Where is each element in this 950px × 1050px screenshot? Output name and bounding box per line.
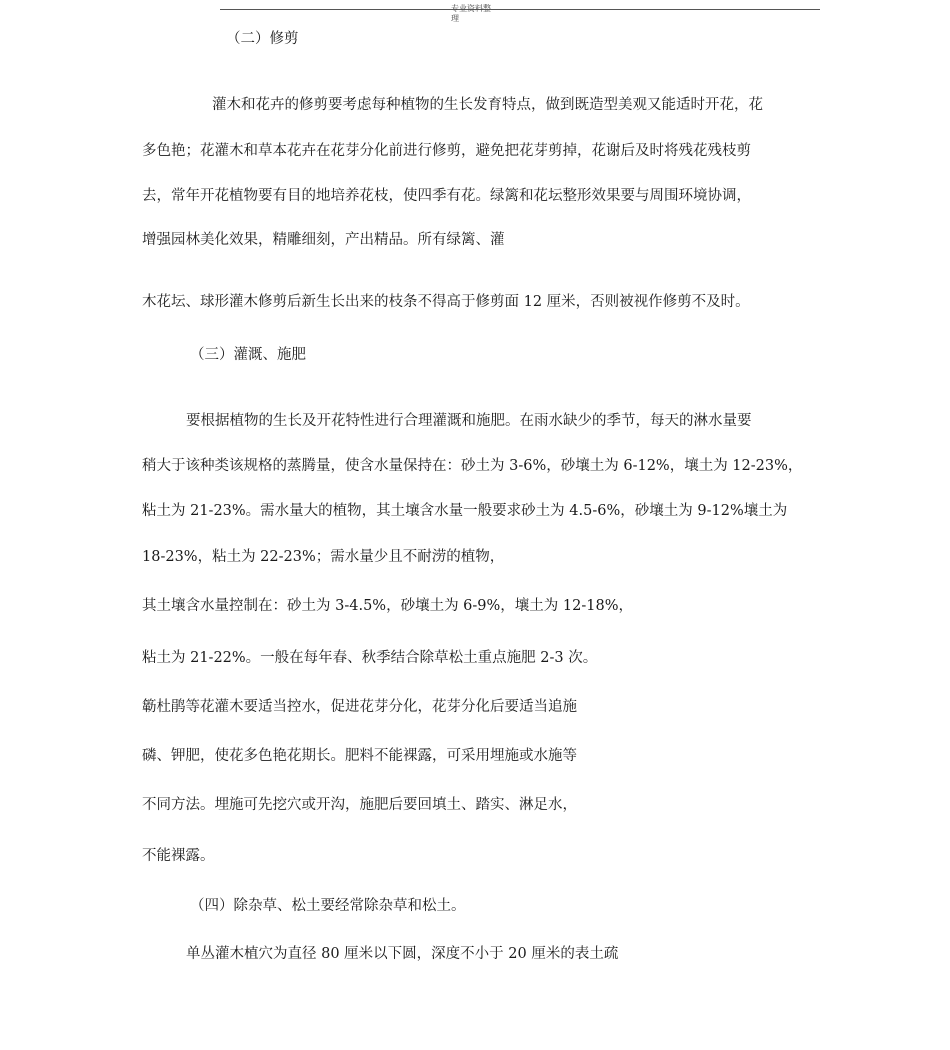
paragraph-line: 灌木和花卉的修剪要考虑每种植物的生长发育特点，做到既造型美观又能适时开花，花 — [212, 97, 763, 113]
paragraph-line: 粘土为 21-22%。一般在每年春、秋季结合除草松土重点施肥 2-3 次。 — [142, 650, 598, 666]
paragraph-line: 磷、钾肥，使花多色艳花期长。肥料不能裸露，可采用埋施或水施等 — [142, 748, 577, 764]
paragraph-line: 去，常年开花植物要有目的地培养花枝，使四季有花。绿篱和花坛整形效果要与周围环境协调， — [142, 188, 751, 204]
paragraph-line: 不能裸露。 — [142, 848, 215, 864]
section-heading-weeding: （四）除杂草、松土要经常除杂草和松土。 — [190, 898, 466, 914]
header-line-2: 理 — [451, 14, 459, 23]
section-heading-pruning: （二）修剪 — [226, 31, 299, 47]
paragraph-line: 稍大于该种类该规格的蒸腾量，使含水量保持在：砂土为 3-6%，砂壤土为 6-12%，壤土为 12-23%， — [142, 458, 803, 474]
paragraph-line: 增强园林美化效果，精雕细刻，产出精品。所有绿篱、灌 — [142, 232, 505, 248]
paragraph-line: 多色艳；花灌木和草本花卉在花芽分化前进行修剪，避免把花芽剪掉，花谢后及时将残花残枝剪 — [142, 143, 751, 159]
paragraph-line: 18-23%，粘土为 22-23%；需水量少且不耐涝的植物， — [142, 549, 505, 565]
paragraph-line: 不同方法。埋施可先挖穴或开沟，施肥后要回填土、踏实、淋足水， — [142, 797, 577, 813]
paragraph-line: 簕杜鹃等花灌木要适当控水，促进花芽分化，花芽分化后要适当追施 — [142, 699, 577, 715]
header-rule — [220, 9, 820, 10]
paragraph-line: 单丛灌木植穴为直径 80 厘米以下圆，深度不小于 20 厘米的表土疏 — [186, 946, 619, 962]
section-heading-irrigation: （三）灌溉、施肥 — [190, 347, 306, 363]
paragraph-line: 要根据植物的生长及开花特性进行合理灌溉和施肥。在雨水缺少的季节，每天的淋水量要 — [186, 413, 752, 429]
paragraph-line: 木花坛、球形灌木修剪后新生长出来的枝条不得高于修剪面 12 厘米，否则被视作修剪不及时。 — [142, 294, 750, 310]
paragraph-line: 粘土为 21-23%。需水量大的植物，其土壤含水量一般要求砂土为 4.5-6%，砂壤土为 9-12%壤土为 — [142, 503, 788, 519]
header-line-1: 专业资料整 — [451, 4, 491, 13]
paragraph-line: 其土壤含水量控制在：砂土为 3-4.5%，砂壤土为 6-9%，壤土为 12-18%， — [142, 598, 633, 614]
page-header — [451, 4, 511, 24]
